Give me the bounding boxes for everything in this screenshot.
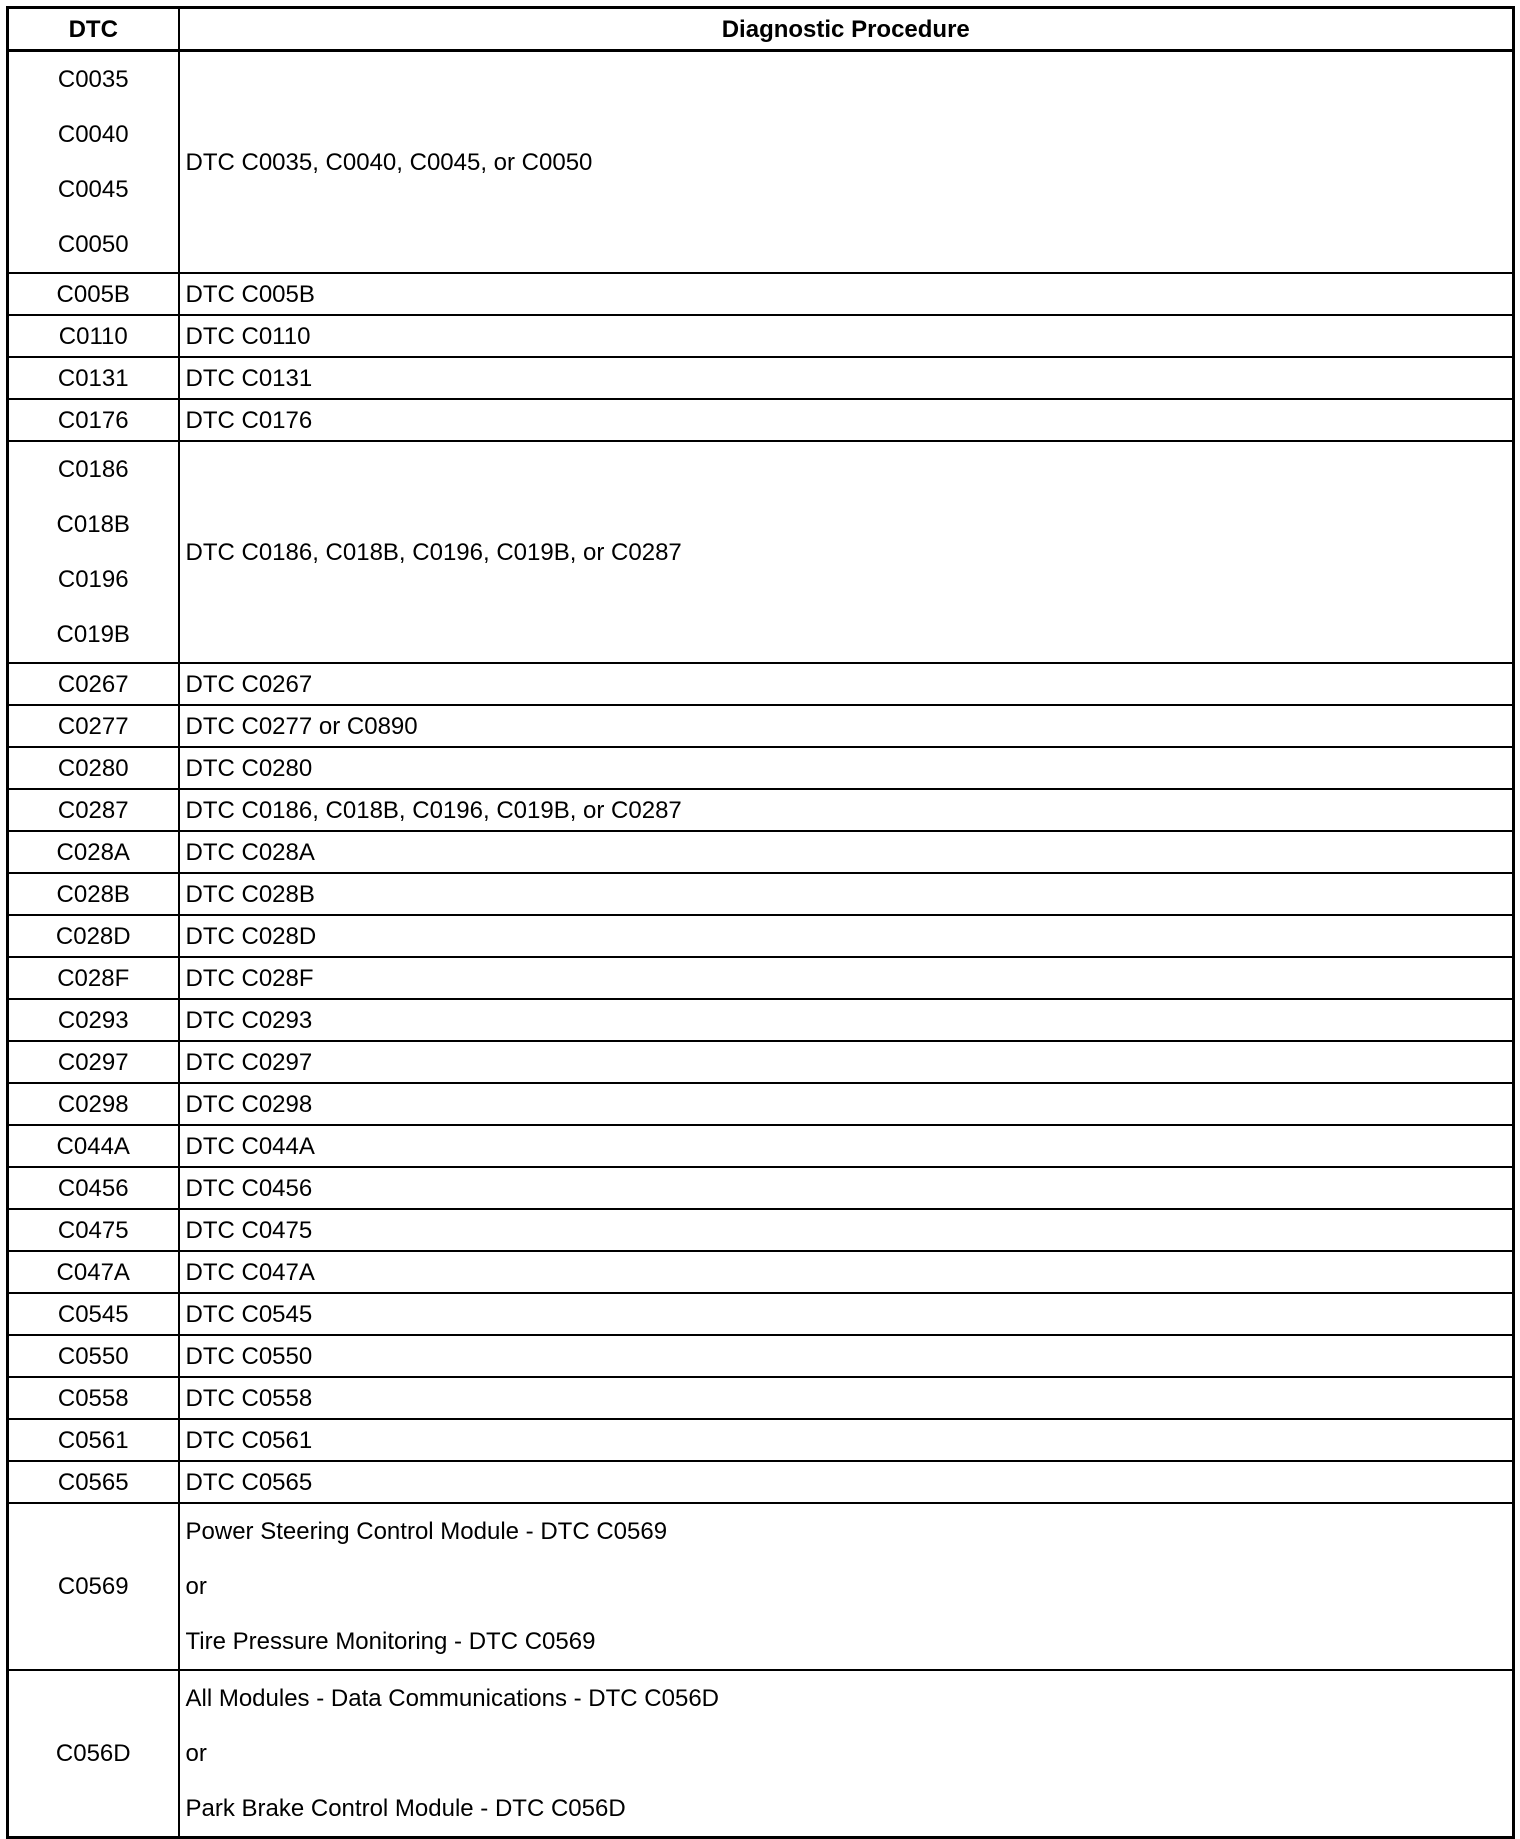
table-row [8,705,1514,747]
table-row [8,1125,1514,1167]
dtc-code: C0045 [57,176,129,203]
dtc-code-cell: C028B [8,873,179,915]
table-row [8,1293,1514,1335]
table-row [8,315,1514,357]
dtc-code-cell [8,441,179,663]
dtc-code-cell: C028A [8,831,179,873]
table-row [8,1670,1514,1838]
dtc-code: C0186 [57,456,129,483]
dtc-code-cell: C0558 [8,1377,179,1419]
dtc-code-cell: C047A [8,1251,179,1293]
table-row [8,357,1514,399]
procedure-cell: DTC C0456 [179,1167,1514,1209]
procedure-cell: DTC C028A [179,831,1514,873]
table-row [8,1083,1514,1125]
table-row [8,1461,1514,1503]
dtc-code-cell: C0475 [8,1209,179,1251]
procedure-cell: DTC C005B [179,273,1514,315]
procedure-cell: DTC C028F [179,957,1514,999]
procedure-cell: DTC C0110 [179,315,1514,357]
procedure-cell: DTC C0550 [179,1335,1514,1377]
procedure-cell: DTC C0545 [179,1293,1514,1335]
table-row [8,999,1514,1041]
dtc-code: C0035 [57,66,129,93]
table-row [8,1209,1514,1251]
dtc-code-cell: C0267 [8,663,179,705]
dtc-code-cell: C0545 [8,1293,179,1335]
procedure-cell: DTC C0297 [179,1041,1514,1083]
table-row [8,831,1514,873]
dtc-column-header: DTC [8,8,179,51]
table-row [8,789,1514,831]
procedure-cell: DTC C044A [179,1125,1514,1167]
procedure-line: or [185,1740,207,1767]
procedure-cell: DTC C047A [179,1251,1514,1293]
table-row [8,441,1514,663]
dtc-code-cell: C005B [8,273,179,315]
procedure-line: Power Steering Control Module - DTC C0569 [185,1518,668,1545]
table-row [8,1503,1514,1670]
dtc-code-cell: C0277 [8,705,179,747]
dtc-code-cell: C0176 [8,399,179,441]
table-row [8,273,1514,315]
dtc-code-cell: C0550 [8,1335,179,1377]
dtc-code-cell: C028F [8,957,179,999]
procedure-cell: DTC C0280 [179,747,1514,789]
procedure-cell: DTC C0277 or C0890 [179,705,1514,747]
procedure-line: Tire Pressure Monitoring - DTC C0569 [185,1628,596,1655]
procedure-cell: DTC C0475 [179,1209,1514,1251]
dtc-code-cell: C056D [8,1670,179,1838]
dtc-table [6,6,1515,1839]
procedure-line: or [185,1573,207,1600]
procedure-cell: DTC C0176 [179,399,1514,441]
procedure-cell: DTC C0186, C018B, C0196, C019B, or C0287 [179,789,1514,831]
header-row [8,8,1514,51]
table-row [8,1377,1514,1419]
dtc-code: C019B [56,621,130,648]
procedure-cell: DTC C0131 [179,357,1514,399]
dtc-code-cell: C0287 [8,789,179,831]
table-row [8,957,1514,999]
dtc-code-cell: C0298 [8,1083,179,1125]
dtc-code: C0050 [57,231,129,258]
dtc-code-cell: C028D [8,915,179,957]
procedure-column-header: Diagnostic Procedure [179,8,1514,51]
table-row [8,873,1514,915]
procedure-line: All Modules - Data Communications - DTC C056D [185,1685,720,1712]
procedure-cell: DTC C0565 [179,1461,1514,1503]
procedure-cell: DTC C0561 [179,1419,1514,1461]
table-row [8,51,1514,274]
procedure-cell: DTC C0558 [179,1377,1514,1419]
dtc-code-cell: C0561 [8,1419,179,1461]
dtc-code-cell: C0110 [8,315,179,357]
table-row [8,663,1514,705]
dtc-code-cell: C0565 [8,1461,179,1503]
dtc-code-cell: C0297 [8,1041,179,1083]
table-row [8,1335,1514,1377]
dtc-code: C0040 [57,121,129,148]
dtc-code: C0196 [57,566,129,593]
dtc-code-cell: C0280 [8,747,179,789]
dtc-code: C018B [56,511,130,538]
dtc-code-cell: C044A [8,1125,179,1167]
table-row [8,1167,1514,1209]
procedure-cell: DTC C0267 [179,663,1514,705]
table-row [8,1251,1514,1293]
procedure-cell: DTC C028D [179,915,1514,957]
procedure-cell [179,1503,1514,1670]
dtc-code-cell: C0293 [8,999,179,1041]
procedure-line: Park Brake Control Module - DTC C056D [185,1795,626,1822]
procedure-cell [179,1670,1514,1838]
procedure-cell: DTC C0293 [179,999,1514,1041]
table-row [8,747,1514,789]
dtc-code-cell: C0456 [8,1167,179,1209]
dtc-code-cell: C0131 [8,357,179,399]
dtc-code-cell [8,51,179,274]
table-row [8,1419,1514,1461]
procedure-cell: DTC C028B [179,873,1514,915]
procedure-cell: DTC C0186, C018B, C0196, C019B, or C0287 [179,441,1514,663]
procedure-cell: DTC C0035, C0040, C0045, or C0050 [179,51,1514,274]
table-row [8,399,1514,441]
procedure-cell: DTC C0298 [179,1083,1514,1125]
table-row [8,1041,1514,1083]
dtc-code-cell: C0569 [8,1503,179,1670]
table-row [8,915,1514,957]
